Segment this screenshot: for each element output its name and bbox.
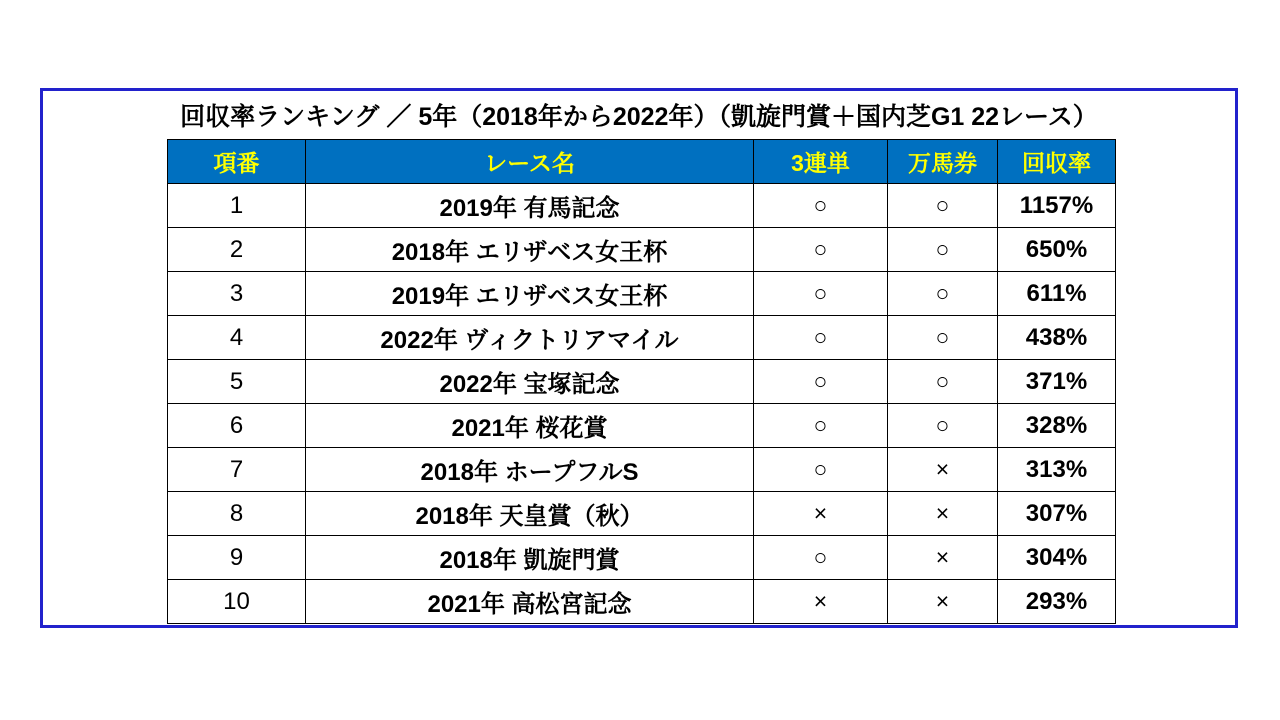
cell-race: 2018年 凱旋門賞 — [306, 536, 754, 580]
cell-man: ○ — [888, 404, 998, 448]
page-title: 回収率ランキング ／ 5年（2018年から2022年）（凱旋門賞＋国内芝G1 22レース） — [180, 103, 1098, 131]
table-row — [168, 272, 1116, 316]
cell-rate: 371% — [998, 360, 1116, 404]
cell-rate: 650% — [998, 228, 1116, 272]
cell-race: 2018年 ホープフルS — [306, 448, 754, 492]
column-header-no: 項番 — [168, 140, 306, 184]
table-row — [168, 580, 1116, 624]
cell-tri: ○ — [754, 536, 888, 580]
ranking-table — [167, 139, 1116, 624]
column-header-rate: 回収率 — [998, 140, 1116, 184]
table-row — [168, 316, 1116, 360]
cell-tri: ○ — [754, 316, 888, 360]
cell-race: 2018年 天皇賞（秋） — [306, 492, 754, 536]
cell-no: 5 — [168, 360, 306, 404]
cell-tri: ○ — [754, 184, 888, 228]
column-header-race: レース名 — [306, 140, 754, 184]
cell-tri: ○ — [754, 272, 888, 316]
table-row — [168, 184, 1116, 228]
cell-tri: ○ — [754, 360, 888, 404]
cell-no: 10 — [168, 580, 306, 624]
cell-man: ○ — [888, 184, 998, 228]
table-row — [168, 360, 1116, 404]
cell-race: 2021年 高松宮記念 — [306, 580, 754, 624]
cell-no: 1 — [168, 184, 306, 228]
table-row — [168, 228, 1116, 272]
table-row — [168, 448, 1116, 492]
cell-race: 2019年 有馬記念 — [306, 184, 754, 228]
cell-rate: 307% — [998, 492, 1116, 536]
cell-man: × — [888, 492, 998, 536]
cell-tri: ○ — [754, 448, 888, 492]
cell-man: × — [888, 448, 998, 492]
cell-man: ○ — [888, 272, 998, 316]
cell-no: 7 — [168, 448, 306, 492]
ranking-panel — [40, 88, 1238, 628]
cell-man: × — [888, 536, 998, 580]
cell-race: 2022年 ヴィクトリアマイル — [306, 316, 754, 360]
cell-rate: 313% — [998, 448, 1116, 492]
cell-no: 2 — [168, 228, 306, 272]
cell-tri: × — [754, 580, 888, 624]
cell-man: × — [888, 580, 998, 624]
cell-man: ○ — [888, 316, 998, 360]
cell-no: 8 — [168, 492, 306, 536]
table-row — [168, 404, 1116, 448]
cell-rate: 611% — [998, 272, 1116, 316]
table-row — [168, 536, 1116, 580]
cell-no: 4 — [168, 316, 306, 360]
cell-tri: ○ — [754, 404, 888, 448]
cell-man: ○ — [888, 360, 998, 404]
cell-race: 2019年 エリザベス女王杯 — [306, 272, 754, 316]
table-row — [168, 492, 1116, 536]
cell-rate: 293% — [998, 580, 1116, 624]
cell-tri: ○ — [754, 228, 888, 272]
cell-tri: × — [754, 492, 888, 536]
column-header-tri: 3連単 — [754, 140, 888, 184]
cell-man: ○ — [888, 228, 998, 272]
cell-no: 9 — [168, 536, 306, 580]
cell-no: 3 — [168, 272, 306, 316]
cell-rate: 328% — [998, 404, 1116, 448]
cell-rate: 304% — [998, 536, 1116, 580]
column-header-man: 万馬券 — [888, 140, 998, 184]
cell-race: 2022年 宝塚記念 — [306, 360, 754, 404]
cell-no: 6 — [168, 404, 306, 448]
table-header-row — [168, 140, 1116, 184]
cell-race: 2021年 桜花賞 — [306, 404, 754, 448]
cell-race: 2018年 エリザベス女王杯 — [306, 228, 754, 272]
cell-rate: 1157% — [998, 184, 1116, 228]
cell-rate: 438% — [998, 316, 1116, 360]
